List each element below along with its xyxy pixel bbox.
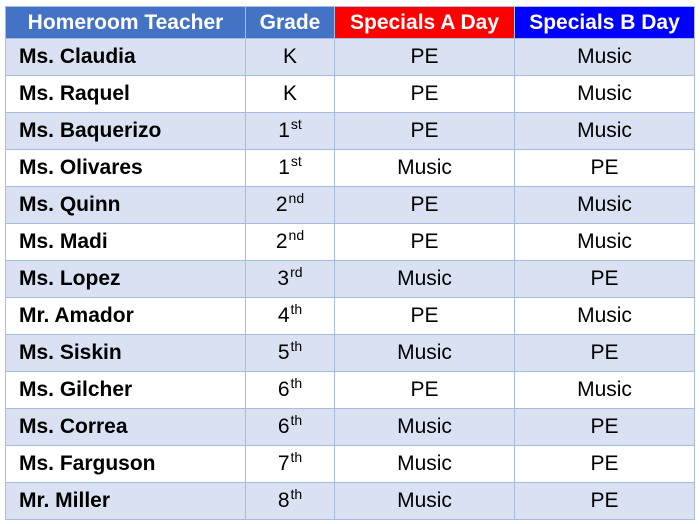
table-row <box>6 446 695 483</box>
specials-b-day-cell: Music <box>515 224 695 261</box>
grade-value <box>277 412 303 439</box>
specials-b-day-cell: PE <box>515 335 695 372</box>
specials-a-day-cell: PE <box>335 372 515 409</box>
specials-b-day-cell: Music <box>515 187 695 224</box>
specials-a-day-cell: PE <box>335 187 515 224</box>
table-row <box>6 113 695 150</box>
specials-a-day-cell: Music <box>335 335 515 372</box>
specials-b-day-cell: PE <box>515 483 695 520</box>
specials-a-day-cell: Music <box>335 483 515 520</box>
grade-value <box>275 190 305 217</box>
specials-schedule-table <box>5 6 695 520</box>
grade-number: 2 <box>275 193 288 216</box>
specials-a-day-cell: Music <box>335 261 515 298</box>
grade-cell <box>246 409 335 446</box>
grade-number: 8 <box>277 489 290 512</box>
grade-number: 1 <box>278 156 290 179</box>
specials-b-day-cell: Music <box>515 39 695 76</box>
specials-b-day-cell: Music <box>515 76 695 113</box>
grade-value <box>277 301 303 328</box>
grade-number: 6 <box>277 415 290 438</box>
table-row <box>6 224 695 261</box>
table-row <box>6 76 695 113</box>
homeroom-teacher-cell: Mr. Miller <box>6 483 246 520</box>
grade-cell <box>246 113 335 150</box>
grade-value <box>277 264 303 291</box>
grade-ordinal-suffix: st <box>290 153 302 169</box>
specials-a-day-cell: PE <box>335 298 515 335</box>
homeroom-teacher-cell: Ms. Claudia <box>6 39 246 76</box>
table-row <box>6 150 695 187</box>
grade-cell <box>246 335 335 372</box>
grade-cell <box>246 187 335 224</box>
specials-a-day-cell: PE <box>335 224 515 261</box>
specials-b-day-cell: PE <box>515 150 695 187</box>
homeroom-teacher-cell: Ms. Raquel <box>6 76 246 113</box>
specials-b-day-cell: Music <box>515 113 695 150</box>
specials-b-day-cell: Music <box>515 372 695 409</box>
table-row <box>6 261 695 298</box>
specials-a-day-cell: PE <box>335 76 515 113</box>
table-row <box>6 409 695 446</box>
grade-number: 3 <box>277 267 290 290</box>
grade-number: 5 <box>277 341 290 364</box>
homeroom-teacher-cell: Ms. Correa <box>6 409 246 446</box>
homeroom-teacher-cell: Ms. Lopez <box>6 261 246 298</box>
grade-cell <box>246 261 335 298</box>
header-homeroom-teacher: Homeroom Teacher <box>6 7 246 39</box>
grade-value <box>283 82 297 106</box>
grade-cell <box>246 446 335 483</box>
homeroom-teacher-cell: Ms. Baquerizo <box>6 113 246 150</box>
table-row <box>6 39 695 76</box>
specials-b-day-cell: Music <box>515 298 695 335</box>
grade-ordinal-suffix: rd <box>290 264 303 280</box>
grade-number: 2 <box>275 230 288 253</box>
grade-value <box>277 486 303 513</box>
specials-a-day-cell: Music <box>335 150 515 187</box>
homeroom-teacher-cell: Ms. Olivares <box>6 150 246 187</box>
grade-cell <box>246 298 335 335</box>
table-row <box>6 298 695 335</box>
grade-cell <box>246 483 335 520</box>
grade-cell <box>246 224 335 261</box>
grade-ordinal-suffix: th <box>290 301 303 317</box>
grade-ordinal-suffix: st <box>290 116 302 132</box>
grade-ordinal-suffix: th <box>290 375 303 391</box>
grade-number: 1 <box>278 119 290 142</box>
grade-ordinal-suffix: nd <box>288 190 305 206</box>
grade-number: 6 <box>277 378 290 401</box>
grade-number: K <box>282 45 297 68</box>
homeroom-teacher-cell: Ms. Siskin <box>6 335 246 372</box>
homeroom-teacher-cell: Ms. Madi <box>6 224 246 261</box>
grade-value <box>277 338 303 365</box>
grade-ordinal-suffix: th <box>290 412 303 428</box>
grade-value <box>277 449 303 476</box>
grade-value <box>283 45 297 69</box>
specials-b-day-cell: PE <box>515 409 695 446</box>
grade-cell <box>246 39 335 76</box>
grade-value <box>278 153 302 180</box>
grade-cell <box>246 372 335 409</box>
specials-a-day-cell: Music <box>335 409 515 446</box>
grade-number: 7 <box>277 452 290 475</box>
grade-value <box>278 116 302 143</box>
header-specials-a-day: Specials A Day <box>335 7 515 39</box>
table-row <box>6 372 695 409</box>
grade-ordinal-suffix: th <box>290 486 303 502</box>
homeroom-teacher-cell: Ms. Gilcher <box>6 372 246 409</box>
grade-cell <box>246 150 335 187</box>
specials-a-day-cell: Music <box>335 446 515 483</box>
grade-number: K <box>282 82 297 105</box>
header-grade: Grade <box>246 7 335 39</box>
grade-ordinal-suffix: th <box>290 338 303 354</box>
specials-b-day-cell: PE <box>515 261 695 298</box>
specials-a-day-cell: PE <box>335 113 515 150</box>
grade-number: 4 <box>277 304 290 327</box>
homeroom-teacher-cell: Mr. Amador <box>6 298 246 335</box>
grade-ordinal-suffix: th <box>290 449 303 465</box>
header-row <box>6 7 695 39</box>
table-row <box>6 483 695 520</box>
grade-value <box>277 375 303 402</box>
grade-value <box>275 227 305 254</box>
table-row <box>6 335 695 372</box>
specials-a-day-cell: PE <box>335 39 515 76</box>
table-row <box>6 187 695 224</box>
grade-ordinal-suffix: nd <box>288 227 305 243</box>
grade-cell <box>246 76 335 113</box>
homeroom-teacher-cell: Ms. Farguson <box>6 446 246 483</box>
homeroom-teacher-cell: Ms. Quinn <box>6 187 246 224</box>
header-specials-b-day: Specials B Day <box>515 7 695 39</box>
specials-b-day-cell: PE <box>515 446 695 483</box>
